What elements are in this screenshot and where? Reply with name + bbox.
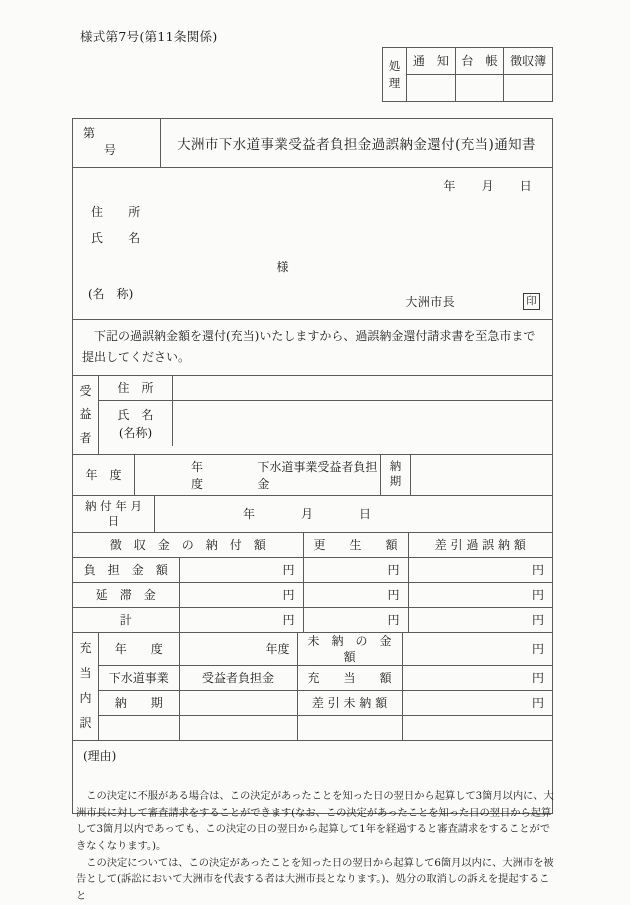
beneficiary-address-label: 住 所	[99, 376, 173, 400]
amounts-difference-late-fee[interactable]: 円	[408, 582, 552, 607]
amounts-header-paid: 徴 収 金 の 納 付 額	[73, 533, 303, 558]
allocation-key-sewerage-project: 下水道事業	[99, 666, 179, 691]
issue-date-day: 日	[519, 178, 532, 193]
processing-value-ledger[interactable]	[455, 75, 504, 102]
allocation-mid-blank[interactable]	[179, 716, 297, 741]
table-row	[99, 691, 552, 716]
reason-label: (理由)	[83, 749, 117, 764]
allocation-table	[99, 633, 552, 740]
document-number-suffix: 号	[104, 143, 117, 158]
issue-date-month: 月	[481, 178, 494, 193]
allocation-label-blank[interactable]	[297, 716, 402, 741]
recipient-honorific: 様	[276, 259, 289, 274]
beneficiary-label-char-3: 者	[79, 430, 92, 445]
allocation-mid-fiscal-year[interactable]: 年度	[179, 633, 297, 666]
allocation-key-fiscal-year: 年 度	[99, 633, 179, 666]
payment-date-label-line-2: 日	[107, 514, 120, 529]
amounts-header-revised: 更 生 額	[303, 533, 408, 558]
processing-value-notice[interactable]	[407, 75, 456, 102]
fiscal-year-row	[73, 455, 552, 496]
payment-date-label	[73, 496, 155, 532]
allocation-label-remaining-unpaid: 差 引 未 納 額	[297, 691, 402, 716]
amounts-label-charge: 負 担 金 額	[73, 557, 179, 582]
payment-term-value[interactable]	[411, 455, 552, 495]
allocation-label-char-2: 当	[79, 665, 92, 680]
fiscal-year-label: 年 度	[73, 455, 135, 495]
allocation-label-char-1: 充	[79, 640, 92, 655]
issuer-line	[405, 293, 540, 310]
allocation-label-allocated-amount: 充 当 額	[297, 666, 402, 691]
beneficiary-address-value[interactable]	[173, 376, 552, 400]
allocation-vertical-label	[73, 633, 99, 740]
allocation-label-unpaid-amount: 未 納 の 金 額	[297, 633, 402, 666]
issue-date-year: 年	[443, 178, 456, 193]
beneficiary-name-row	[99, 401, 552, 446]
amounts-difference-charge[interactable]: 円	[408, 557, 552, 582]
table-row	[99, 716, 552, 741]
processing-value-collection-book[interactable]	[504, 75, 553, 102]
beneficiary-block	[73, 376, 552, 455]
fiscal-year-unit: 年度	[191, 459, 204, 491]
amounts-paid-total[interactable]: 円	[179, 607, 303, 632]
allocation-key-payment-term: 納 期	[99, 691, 179, 716]
processing-header-notice: 通 知	[407, 48, 456, 75]
allocation-mid-payment-term[interactable]	[179, 691, 297, 716]
payment-date-month: 月	[301, 507, 314, 522]
beneficiary-address-row	[99, 376, 552, 401]
table-row	[73, 607, 552, 632]
beneficiary-vertical-label	[73, 376, 99, 454]
fiscal-year-content[interactable]	[135, 455, 381, 495]
beneficiary-name-value[interactable]	[173, 401, 552, 446]
table-row	[99, 633, 552, 666]
allocation-label-char-3: 内	[79, 690, 92, 705]
payment-date-label-line-1: 納 付 年 月	[85, 498, 142, 513]
amounts-header-row	[73, 533, 552, 558]
seal-icon: 印	[523, 293, 540, 310]
amounts-revised-charge[interactable]: 円	[303, 557, 408, 582]
beneficiary-designation-label-text: (名称)	[118, 425, 153, 440]
payment-date-day: 日	[359, 507, 372, 522]
processing-label-char-2: 理	[388, 75, 401, 90]
beneficiary-name-label-text: 氏 名	[117, 407, 154, 422]
allocation-value-remaining-unpaid[interactable]: 円	[402, 691, 552, 716]
amounts-label-late-fee: 延 滞 金	[73, 582, 179, 607]
amounts-label-total: 計	[73, 607, 179, 632]
legal-note-lawsuit: この決定については、この決定があったことを知った日の翌日から起算して6箇月以内に、大洲市を被告として(訴訟において大洲市を代表する者は大洲市長となります。)、処分の取消しの訴えを提起すること	[76, 856, 554, 903]
document-title: 大洲市下水道事業受益者負担金過誤納金還付(充当)通知書	[177, 136, 536, 153]
amounts-table	[73, 533, 552, 633]
beneficiary-label-char-2: 益	[79, 407, 92, 422]
processing-label-char-1: 処	[388, 58, 401, 73]
table-row	[73, 582, 552, 607]
table-row	[73, 557, 552, 582]
amounts-header-difference: 差 引 過 誤 納 額	[408, 533, 552, 558]
allocation-key-blank[interactable]	[99, 716, 179, 741]
allocation-label-char-4: 訳	[79, 715, 92, 730]
title-row	[73, 119, 552, 168]
beneficiary-fields	[99, 376, 552, 454]
beneficiary-name-label	[99, 401, 173, 446]
legal-notes	[76, 788, 556, 905]
payment-term-label-char-2: 期	[389, 474, 402, 489]
recipient-address-label: 住 所	[91, 204, 147, 219]
recipient-designation-label: (名 称)	[88, 286, 134, 301]
payment-date-row	[73, 496, 552, 533]
payment-date-value[interactable]	[155, 496, 552, 532]
issuer-name: 大洲市長	[405, 294, 455, 309]
amounts-paid-charge[interactable]: 円	[179, 557, 303, 582]
allocation-value-unpaid-amount[interactable]: 円	[402, 633, 552, 666]
legal-note-appeal: この決定に不服がある場合は、この決定があったことを知った日の翌日から起算して3箇月以内に、大洲市長に対して審査請求をすることができます(なお、この決定があったことを知った日の翌日から起算して3箇月以内であっても、この決定の日の翌日から起算して1年を経過すると審査請求をすることができなくなります。)。	[76, 790, 554, 853]
amounts-difference-total[interactable]: 円	[408, 607, 552, 632]
table-row	[99, 666, 552, 691]
allocation-value-blank[interactable]	[402, 716, 552, 741]
allocation-mid-beneficiary-charge: 受益者負担金	[179, 666, 297, 691]
amounts-paid-late-fee[interactable]: 円	[179, 582, 303, 607]
processing-header-collection-book: 徴収簿	[504, 48, 553, 75]
payment-date-year: 年	[243, 507, 256, 522]
form-number-heading: 様式第7号(第11条関係)	[80, 29, 218, 44]
body-paragraph: 下記の過誤納金額を還付(充当)いたしますから、過誤納金還付請求書を至急市まで提出してください。	[73, 320, 552, 376]
document-number-cell[interactable]	[73, 119, 161, 167]
document-number-prefix: 第	[83, 126, 96, 140]
processing-table	[382, 47, 553, 102]
payment-term-label	[381, 455, 411, 495]
fiscal-year-item: 下水道事業受益者負担金	[257, 459, 378, 491]
issue-date-line[interactable]	[73, 168, 552, 194]
processing-vertical-label	[383, 48, 407, 102]
amounts-revised-late-fee[interactable]: 円	[303, 582, 408, 607]
amounts-revised-total[interactable]: 円	[303, 607, 408, 632]
main-form-frame	[72, 118, 553, 814]
allocation-value-allocated-amount[interactable]: 円	[402, 666, 552, 691]
payment-term-label-char-1: 納	[389, 458, 402, 473]
beneficiary-label-char-1: 受	[79, 383, 92, 398]
recipient-name-label: 氏 名	[91, 230, 147, 245]
processing-header-ledger: 台 帳	[455, 48, 504, 75]
allocation-block	[73, 633, 552, 741]
address-block	[73, 168, 552, 320]
